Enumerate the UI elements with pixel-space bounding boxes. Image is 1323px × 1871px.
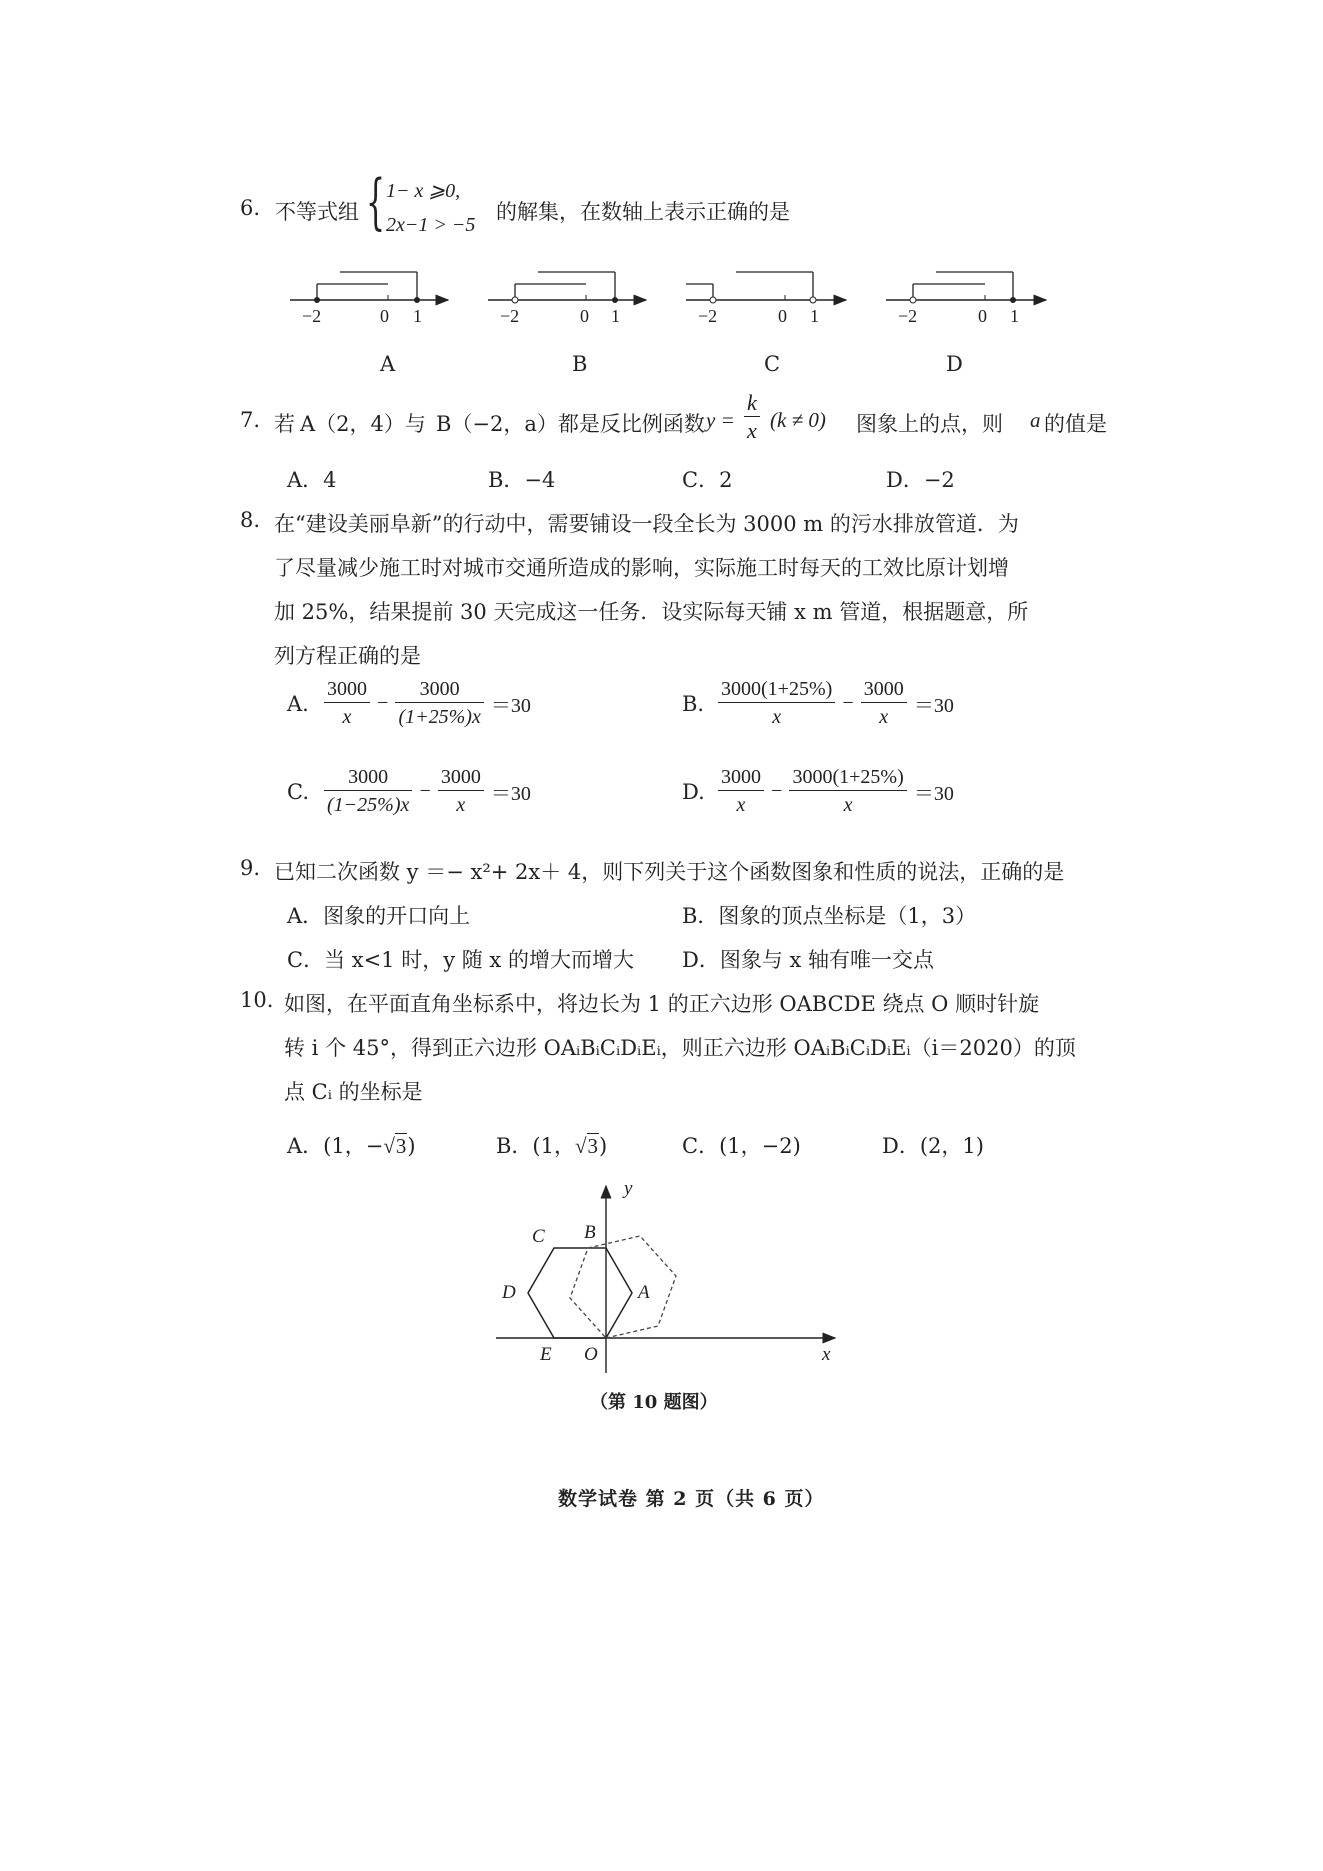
q9-number: 9. xyxy=(240,856,261,880)
q7-frac-num: k xyxy=(744,390,760,417)
q6-ineq-2: 2x−1 > −5 xyxy=(386,214,476,236)
q6-option-d: D xyxy=(946,352,963,376)
q7-condition: (k ≠ 0) xyxy=(770,408,826,432)
q10-option-a-post: ) xyxy=(407,1134,416,1158)
q8-a-den2: (1+25%)x xyxy=(398,706,481,728)
q6-prefix: 不等式组 xyxy=(275,200,359,224)
q6-a-label-1: 1 xyxy=(413,306,422,326)
q6-option-c: C xyxy=(764,352,781,376)
q7-option-d: D．−2 xyxy=(886,468,955,492)
q6-b-label-1: 1 xyxy=(611,306,620,326)
q9-option-b: B．图象的顶点坐标是（1，3） xyxy=(682,904,977,928)
q8-a-den1: x xyxy=(342,706,352,728)
q10-option-d: D．(2，1) xyxy=(882,1134,984,1158)
q8-d-den1: x xyxy=(736,794,746,816)
q7-option-b: B．−4 xyxy=(488,468,556,492)
q6-b-label-0: 0 xyxy=(580,306,589,326)
q8-d-num1: 3000 xyxy=(718,764,764,791)
q10-fig-label-d: D xyxy=(502,1282,516,1303)
q6-c-label-1: 1 xyxy=(810,306,819,326)
q6-suffix: 的解集，在数轴上表示正确的是 xyxy=(496,200,790,224)
q10-option-a-sqrt: √3 xyxy=(383,1134,407,1158)
q10-option-b-radicand: 3 xyxy=(587,1134,599,1158)
q6-d-label-neg2: −2 xyxy=(898,306,918,326)
q8-d-den2: x xyxy=(843,794,853,816)
q10-option-b-post: ) xyxy=(599,1134,608,1158)
q7-fraction xyxy=(744,390,760,445)
q7-point-a: A（2，4）与 xyxy=(300,412,426,436)
q7-func-lhs: y = xyxy=(706,408,735,432)
q8-line-2: 了尽量减少施工时对城市交通所造成的影响，实际施工时每天的工效比原计划增 xyxy=(274,556,1009,580)
q6-c-label-neg2: −2 xyxy=(698,306,718,326)
q9-option-d: D．图象与 x 轴有唯一交点 xyxy=(682,948,935,972)
q6-option-a: A xyxy=(380,352,396,376)
q8-b-rhs: ＝30 xyxy=(913,695,954,717)
q10-option-a-radicand: 3 xyxy=(395,1134,407,1158)
q6-number-lines xyxy=(280,262,1060,332)
q8-c-num1: 3000 xyxy=(324,764,412,791)
q8-c-den1: (1−25%)x xyxy=(327,794,410,816)
q10-option-b-pre: B．(1， xyxy=(496,1134,575,1158)
q7-var-a: a xyxy=(1030,408,1041,432)
q7-option-a: A．4 xyxy=(287,468,337,492)
q10-option-a-pre: A．(1，− xyxy=(287,1134,384,1158)
q8-option-b-equation xyxy=(718,676,956,731)
q7-frac-den: x xyxy=(747,418,757,443)
q6-a-label-0: 0 xyxy=(380,306,389,326)
q8-line-4: 列方程正确的是 xyxy=(274,644,421,668)
q10-option-b xyxy=(496,1130,607,1160)
q6-d-label-0: 0 xyxy=(978,306,987,326)
q10-fig-label-o: O xyxy=(584,1344,598,1365)
q8-option-d-label: D. xyxy=(682,780,705,804)
q6-b-label-neg2: −2 xyxy=(500,306,520,326)
q6-a-label-neg2: −2 xyxy=(302,306,322,326)
q10-fig-label-e: E xyxy=(540,1344,552,1365)
q10-line-2: 转 i 个 45°，得到正六边形 OAᵢBᵢCᵢDᵢEᵢ，则正六边形 OAᵢBᵢCᵢDᵢEᵢ（i＝2020）的顶 xyxy=(284,1036,1076,1060)
q8-b-den1: x xyxy=(772,706,782,728)
q10-line-3: 点 Cᵢ 的坐标是 xyxy=(284,1080,423,1104)
q10-option-a xyxy=(287,1130,416,1160)
q10-option-c: C．(1，−2) xyxy=(682,1134,801,1158)
q7-point-b: B（−2，a）都是反比例函数 xyxy=(436,412,705,436)
q8-b-num2: 3000 xyxy=(861,676,907,703)
q10-fig-label-a: A xyxy=(638,1282,650,1303)
q8-c-num2: 3000 xyxy=(438,764,484,791)
q10-fig-label-y: y xyxy=(624,1178,633,1199)
q6-option-b: B xyxy=(572,352,588,376)
q9-option-a: A．图象的开口向上 xyxy=(287,904,471,928)
q6-ineq-1: 1− x ⩾0, xyxy=(386,180,461,202)
q6-d-label-1: 1 xyxy=(1010,306,1019,326)
q10-line-1: 如图，在平面直角坐标系中，将边长为 1 的正六边形 OABCDE 绕点 O 顺时针旋 xyxy=(284,992,1040,1016)
q10-figure-caption: （第 10 题图） xyxy=(590,1392,718,1413)
hexagon-original xyxy=(528,1248,632,1338)
q8-a-num2: 3000 xyxy=(395,676,483,703)
q8-d-rhs: ＝30 xyxy=(913,783,954,805)
q8-b-op: − xyxy=(842,692,854,714)
q6-numline-b xyxy=(488,272,646,303)
q8-line-3: 加 25%，结果提前 30 天完成这一任务．设实际每天铺 x m 管道，根据题意，所 xyxy=(274,600,1029,624)
q6-c-label-0: 0 xyxy=(778,306,787,326)
q8-number: 8. xyxy=(240,508,261,532)
q8-a-rhs: ＝30 xyxy=(490,695,531,717)
q8-line-1: 在“建设美丽阜新”的行动中，需要铺设一段全长为 3000 m 的污水排放管道．为 xyxy=(274,512,1019,536)
q10-fig-label-x: x xyxy=(822,1344,831,1365)
q6-numline-d xyxy=(886,272,1046,303)
q10-number: 10. xyxy=(240,988,274,1012)
q8-c-rhs: ＝30 xyxy=(490,783,531,805)
q8-option-d-equation xyxy=(718,764,956,819)
q8-b-num1: 3000(1+25%) xyxy=(718,676,835,703)
q8-option-c-label: C. xyxy=(287,780,309,804)
q6-number: 6. xyxy=(240,196,261,220)
q9-stem: 已知二次函数 y ＝− x²+ 2x＋ 4，则下列关于这个函数图象和性质的说法，正确的是 xyxy=(274,860,1065,884)
hexagon-rotated xyxy=(570,1236,676,1338)
q8-option-b-label: B. xyxy=(682,692,705,716)
q6-numline-c xyxy=(686,272,846,303)
q10-fig-label-b: B xyxy=(584,1222,596,1243)
q7-number: 7. xyxy=(240,408,261,432)
q8-option-a-equation xyxy=(324,676,533,731)
q7-text-b: 图象上的点，则 xyxy=(856,412,1003,436)
q9-option-c: C．当 x<1 时，y 随 x 的增大而增大 xyxy=(287,948,634,972)
q8-d-num2: 3000(1+25%) xyxy=(789,764,906,791)
q8-d-op: − xyxy=(771,780,783,802)
q7-text-c: 的值是 xyxy=(1044,412,1107,436)
q8-a-num1: 3000 xyxy=(324,676,370,703)
q8-b-den2: x xyxy=(879,706,889,728)
q8-c-den2: x xyxy=(456,794,466,816)
q10-fig-label-c: C xyxy=(532,1226,545,1247)
q7-text-a: 若 xyxy=(274,412,295,436)
q6-numline-a xyxy=(290,272,448,303)
q10-option-b-sqrt: √3 xyxy=(575,1134,599,1158)
q8-c-op: − xyxy=(419,780,431,802)
q7-option-c: C．2 xyxy=(682,468,733,492)
q8-option-c-equation xyxy=(324,764,533,819)
q6-brace: { xyxy=(366,167,386,237)
q8-option-a-label: A. xyxy=(287,692,309,716)
page-footer: 数学试卷 第 2 页（共 6 页） xyxy=(558,1488,825,1510)
q8-a-op: − xyxy=(377,692,389,714)
